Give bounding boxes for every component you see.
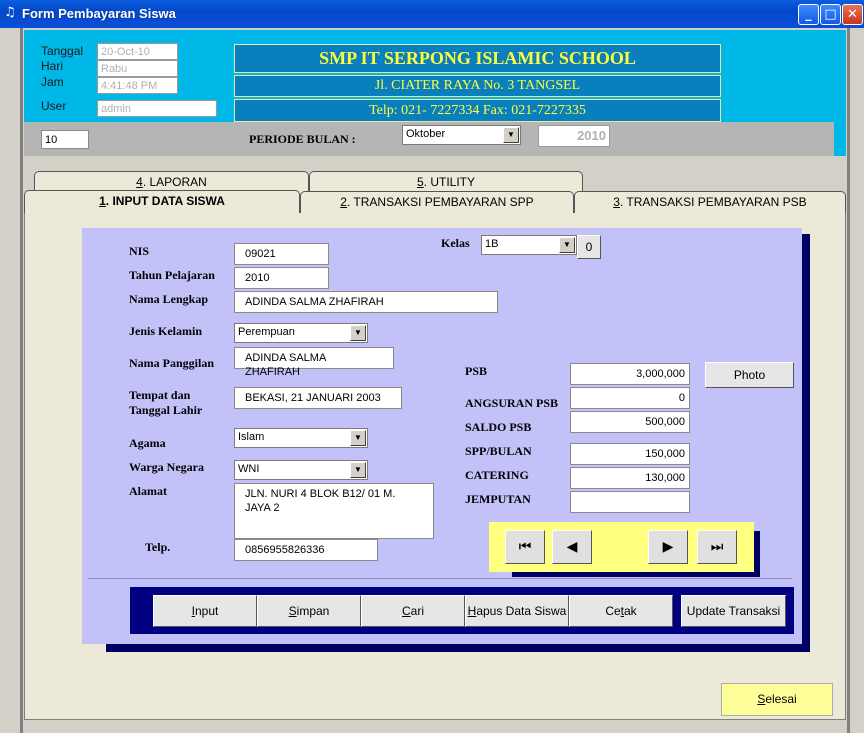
angsuran-psb-label: ANGSURAN PSB	[465, 396, 559, 410]
alamat-field[interactable]: JLN. NURI 4 BLOK B12/ 01 M. JAYA 2	[234, 483, 434, 539]
close-button[interactable]: ✕	[842, 4, 863, 25]
school-address: Jl. CIATER RAYA No. 3 TANGSEL	[234, 75, 721, 97]
kelas-label: Kelas	[441, 236, 470, 250]
last-record-button[interactable]	[697, 530, 737, 564]
kelas-button[interactable]: 0	[577, 235, 601, 259]
update-transaksi-button[interactable]: Update Transaksi	[681, 595, 786, 627]
title-bar[interactable]	[0, 0, 864, 28]
school-banner	[234, 44, 721, 122]
jam-field: 4:41:48 PM	[97, 77, 178, 94]
jemputan-label: JEMPUTAN	[465, 492, 531, 506]
nama-lengkap-label: Nama Lengkap	[129, 292, 209, 306]
tanggal-lahir-label: Tanggal Lahir	[129, 403, 203, 417]
tab-transaksi-spp[interactable]: 2. TRANSAKSI PEMBAYARAN SPP	[300, 191, 574, 213]
chevron-down-icon[interactable]: ▼	[559, 237, 575, 253]
school-name: SMP IT SERPONG ISLAMIC SCHOOL	[234, 44, 721, 73]
period-label: PERIODE BULAN :	[249, 132, 356, 146]
chevron-down-icon[interactable]: ▼	[350, 430, 366, 446]
agama-select[interactable]: Islam ▼	[234, 428, 368, 448]
record-navigator	[489, 522, 754, 572]
month-number-field[interactable]: 10	[41, 130, 89, 149]
window-title: Form Pembayaran Siswa	[22, 6, 176, 21]
spp-bulan-field[interactable]: 150,000	[570, 443, 690, 465]
simpan-button[interactable]: Simpan	[257, 595, 361, 627]
tempat-tanggal-lahir-field[interactable]: BEKASI, 21 JANUARI 2003	[234, 387, 402, 409]
hapus-data-siswa-button[interactable]: Hapus Data Siswa	[465, 595, 569, 627]
jenis-kelamin-select[interactable]: Perempuan ▼	[234, 323, 368, 343]
period-year-field: 2010	[538, 125, 610, 147]
telp-label: Telp.	[145, 540, 171, 554]
nama-lengkap-field[interactable]: ADINDA SALMA ZHAFIRAH	[234, 291, 498, 313]
nama-panggilan-label: Nama Panggilan	[129, 356, 215, 370]
next-record-button[interactable]	[648, 530, 688, 564]
jemputan-field[interactable]	[570, 491, 690, 513]
jam-label: Jam	[41, 75, 64, 89]
cari-button[interactable]: Cari	[361, 595, 465, 627]
action-bar	[130, 587, 794, 634]
kelas-select[interactable]: 1B ▼	[481, 235, 577, 255]
user-label: User	[41, 99, 67, 113]
app-icon[interactable]: ♫	[4, 5, 16, 20]
saldo-psb-field[interactable]: 500,000	[570, 411, 690, 433]
tahun-pelajaran-label: Tahun Pelajaran	[129, 268, 215, 282]
cetak-button[interactable]: Cetak	[569, 595, 673, 627]
catering-field[interactable]: 130,000	[570, 467, 690, 489]
jenis-kelamin-label: Jenis Kelamin	[129, 324, 203, 338]
photo-button[interactable]: Photo	[705, 362, 794, 388]
spp-bulan-label: SPP/BULAN	[465, 444, 532, 458]
nis-label: NIS	[129, 244, 150, 258]
nis-field[interactable]: 09021	[234, 243, 329, 265]
tempat-label: Tempat dan	[129, 388, 191, 402]
warga-negara-select[interactable]: WNI ▼	[234, 460, 368, 480]
chevron-down-icon[interactable]: ▼	[350, 325, 366, 341]
selesai-button[interactable]: Selesai	[721, 683, 833, 716]
saldo-psb-label: SALDO PSB	[465, 420, 532, 434]
catering-label: CATERING	[465, 468, 529, 482]
nama-panggilan-field[interactable]: ADINDA SALMA ZHAFIRAH	[234, 347, 394, 369]
telp-field[interactable]: 0856955826336	[234, 539, 378, 561]
period-bar	[24, 122, 834, 156]
angsuran-psb-field[interactable]: 0	[570, 387, 690, 409]
period-month-select[interactable]: Oktober ▼	[402, 125, 521, 145]
psb-label: PSB	[465, 364, 488, 378]
tab-laporan[interactable]: 4. LAPORAN	[34, 171, 309, 193]
agama-label: Agama	[129, 436, 166, 450]
tab-utility[interactable]: 5. UTILITY	[309, 171, 583, 193]
tab-transaksi-psb[interactable]: 3. TRANSAKSI PEMBAYARAN PSB	[574, 191, 846, 213]
chevron-down-icon[interactable]: ▼	[350, 462, 366, 478]
skip-first-icon: ⏮	[518, 539, 532, 555]
hari-field: Rabu	[97, 60, 178, 77]
first-record-button[interactable]	[505, 530, 545, 564]
divider	[88, 578, 792, 579]
prev-record-button[interactable]	[552, 530, 592, 564]
tab-input-data-siswa[interactable]: 1. INPUT DATA SISWA	[24, 190, 300, 213]
next-icon: ▶	[662, 539, 674, 555]
minimize-button[interactable]: _	[798, 4, 819, 25]
warga-negara-label: Warga Negara	[129, 460, 204, 474]
skip-last-icon: ⏭	[710, 539, 724, 555]
maximize-button[interactable]: □	[820, 4, 841, 25]
school-phone: Telp: 021- 7227334 Fax: 021-7227335	[234, 99, 721, 122]
psb-field[interactable]: 3,000,000	[570, 363, 690, 385]
alamat-label: Alamat	[129, 484, 167, 498]
tanggal-label: Tanggal	[41, 44, 84, 58]
user-field: admin	[97, 100, 217, 117]
chevron-down-icon[interactable]: ▼	[503, 127, 519, 143]
input-button[interactable]: Input	[153, 595, 257, 627]
hari-label: Hari	[41, 59, 64, 73]
prev-icon: ◀	[566, 539, 578, 555]
tahun-pelajaran-field[interactable]: 2010	[234, 267, 329, 289]
window-border	[850, 28, 864, 733]
tanggal-field: 20-Oct-10	[97, 43, 178, 60]
